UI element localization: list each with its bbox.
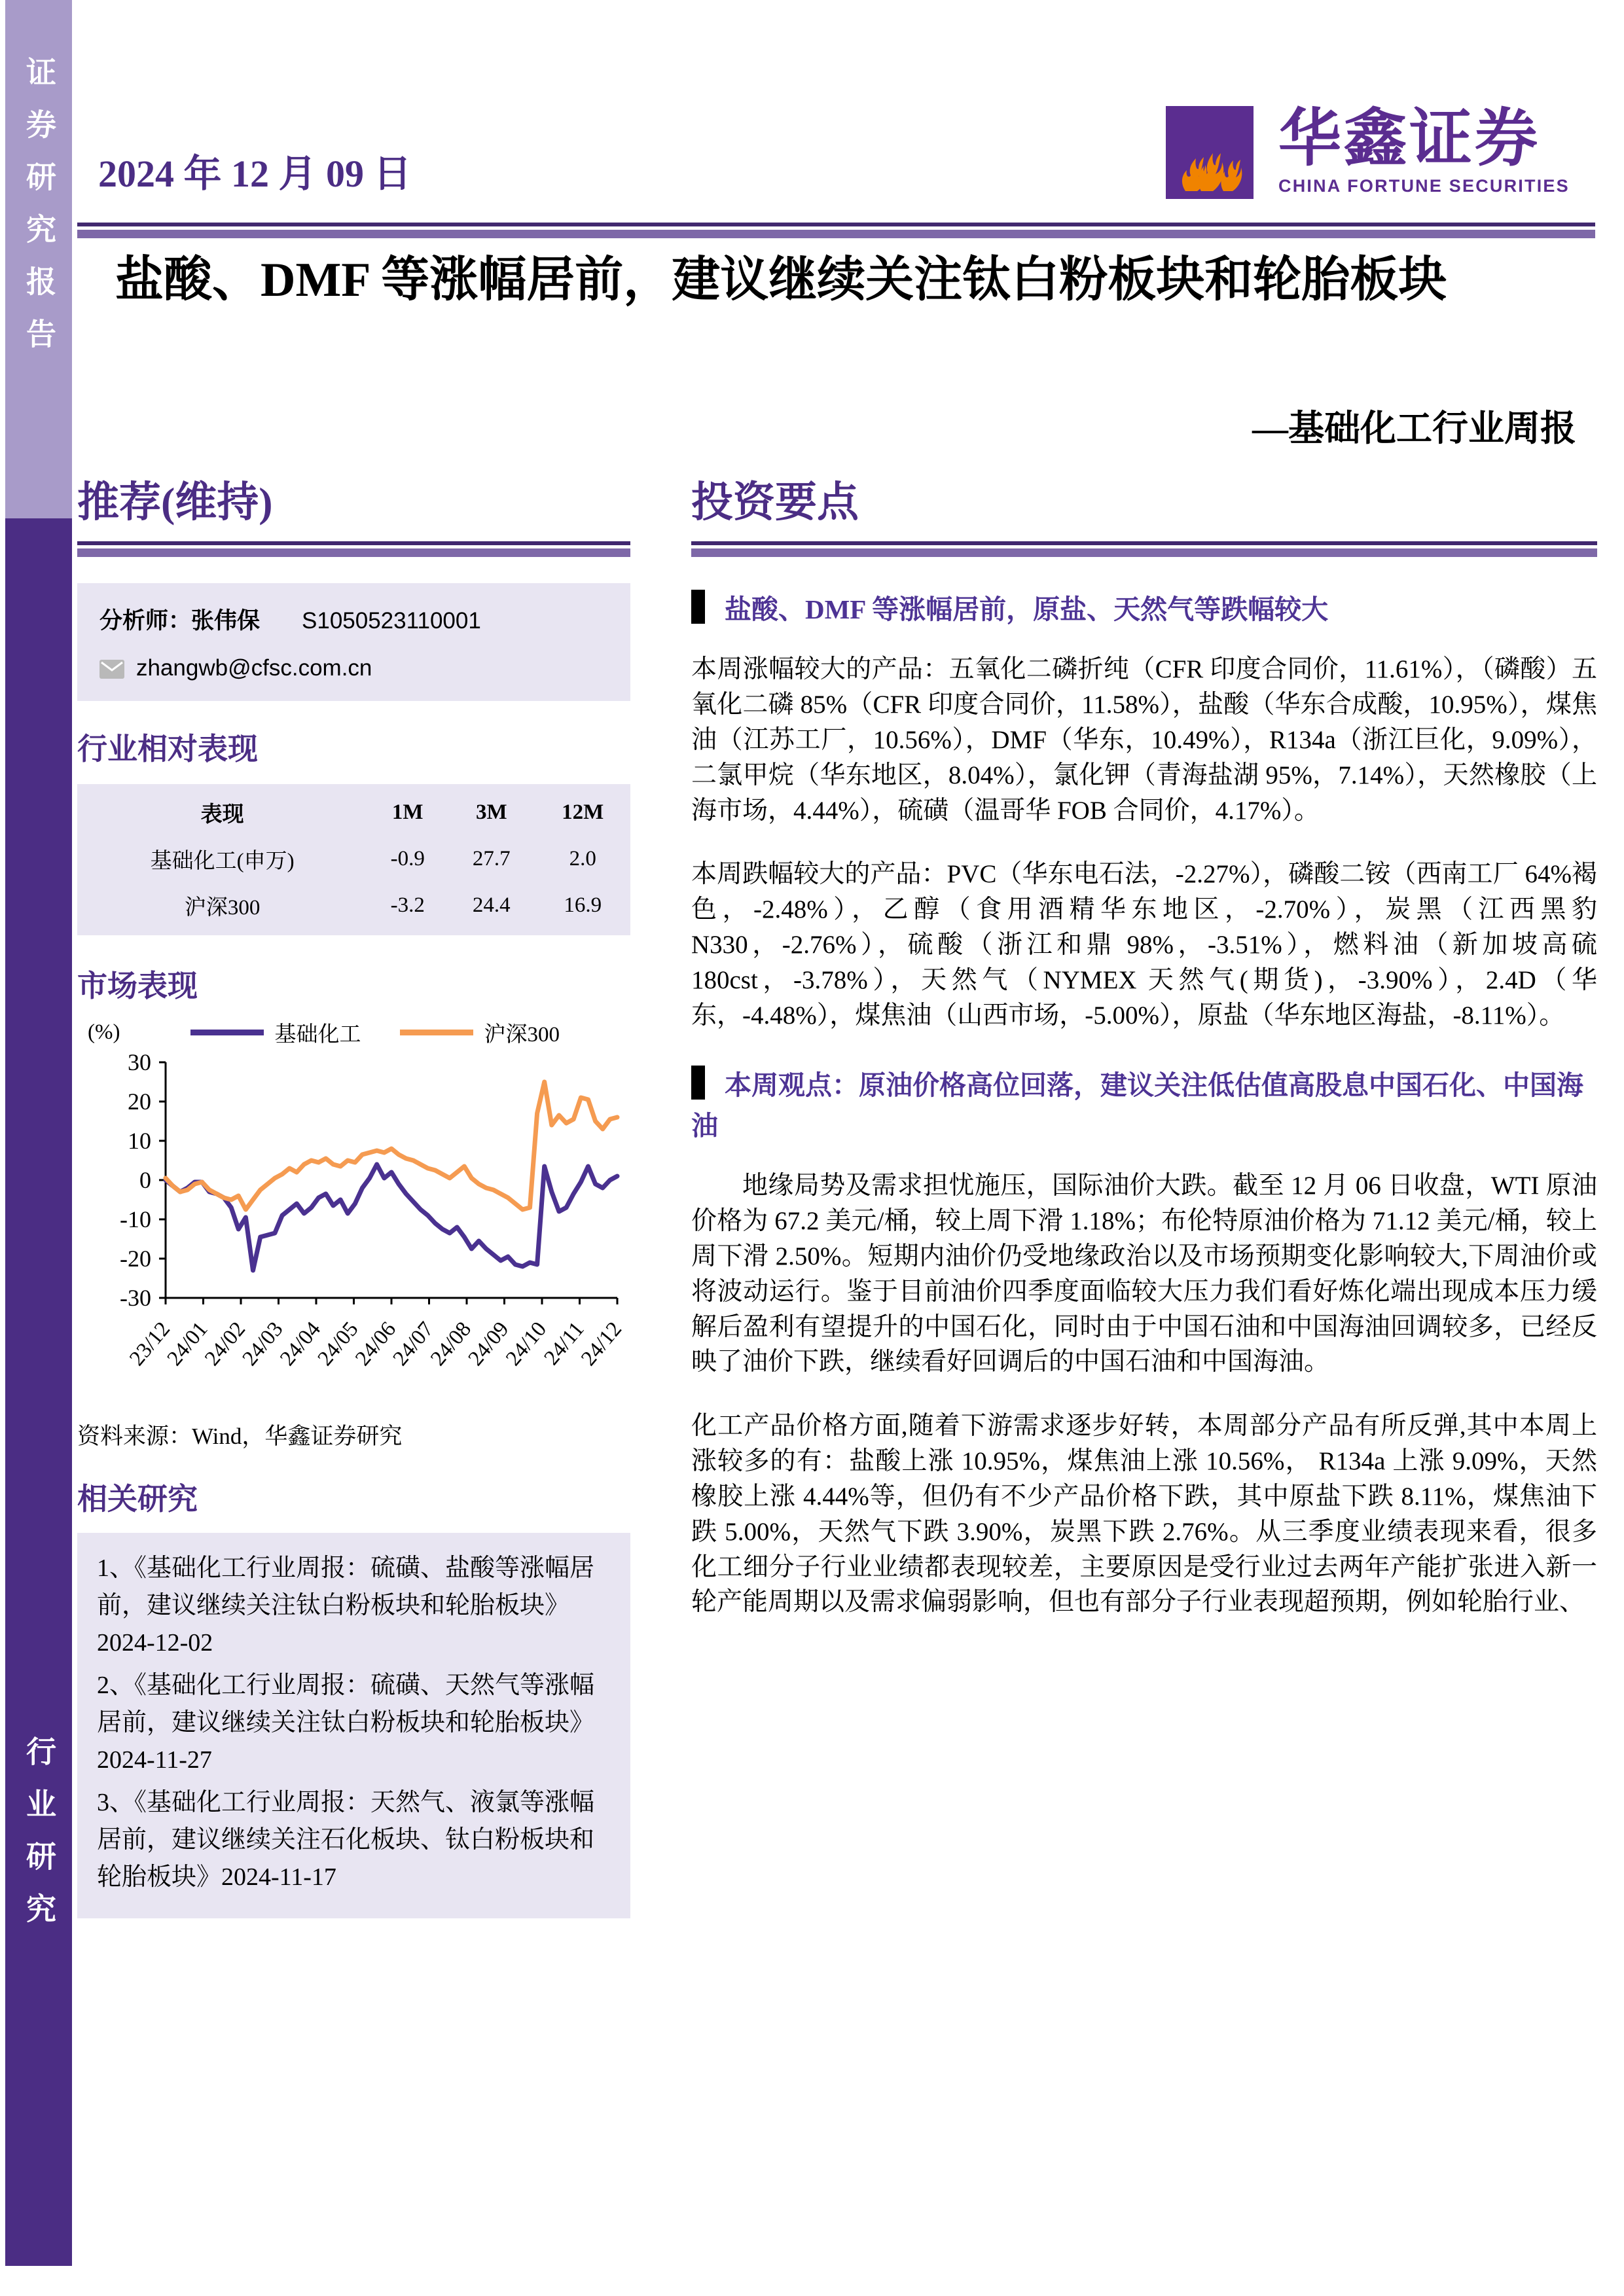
report-title: 盐酸、DMF 等涨幅居前，建议继续关注钛白粉板块和轮胎板块 (115, 253, 1447, 307)
svg-text:24/04: 24/04 (276, 1318, 326, 1371)
svg-text:-10: -10 (120, 1206, 151, 1233)
relative-performance-heading: 行业相对表现 (77, 732, 258, 766)
envelope-icon (99, 658, 124, 677)
section-weekly-view (691, 1066, 1597, 1620)
related-research-heading: 相关研究 (77, 1482, 198, 1516)
svg-text:24/02: 24/02 (200, 1318, 251, 1371)
report-type-label: —基础化工行业周报 (1252, 408, 1576, 448)
section-bullet-bar (691, 1066, 705, 1100)
svg-text:24/03: 24/03 (238, 1318, 288, 1371)
svg-text:24/12: 24/12 (577, 1318, 627, 1371)
legend-item (400, 1017, 560, 1048)
table-cell: 27.7 (472, 846, 511, 870)
section-title (691, 1066, 1597, 1146)
table-header-cell: 表现 (200, 802, 244, 827)
rating-heading: 推荐(维持) (77, 479, 273, 526)
svg-text:24/06: 24/06 (351, 1318, 401, 1371)
table-header-cell: 12M (562, 800, 604, 824)
svg-text:24/01: 24/01 (162, 1318, 213, 1371)
analyst-email-line (99, 655, 608, 681)
analyst-name: 分析师：张伟保 (99, 607, 261, 634)
table-cell: 沪深300 (184, 895, 261, 920)
table-cell: -0.9 (390, 846, 425, 870)
sidebar-band-top (5, 0, 72, 518)
table-cell: -3.2 (390, 893, 425, 917)
sidebar-label-securities-research-report: 证券研究报告 (22, 56, 56, 370)
analyst-line (99, 603, 608, 636)
section-price-movers (691, 590, 1597, 1033)
paragraph: 化工产品价格方面,随着下游需求逐步好转，本周部分产品有所反弹,其中本周上涨较多的有：盐酸上涨 10.95%，煤焦油上涨 10.56%， R134a 上涨 9.09%，天然橡胶上涨 4.44%等，但仍有不少产品价格下跌，其中原盐下跌 8.11%，煤焦油下跌 5.00%，天然气下跌 3.90%，炭黑下跌 2.76%。从三季度业绩表现来看，很多化工细分子行业业绩都表现较差，主要原因是受行业过去两年产能扩张进入新一轮产能周期以及需求偏弱影响，但也有部分子行业表现超预期，例如轮胎行业、 (691, 1412, 1597, 1617)
market-performance-chart (77, 1050, 630, 1417)
paragraph: 本周涨幅较大的产品：五氧化二磷折纯（CFR 印度合同价，11.61%），（磷酸）五氧化二磷 85%（CFR 印度合同价，11.58%），盐酸（华东合成酸，10.95%），煤焦油（江苏工厂，10.56%），DMF（华东，10.49%），R134a（浙江巨化，9.09%），二氯甲烷（华东地区，8.04%），氯化钾（青海盐湖 95%，7.14%），天然橡胶（上海市场，4.44%），硫磺（温哥华 FOB 合同价，4.17%）。 (691, 655, 1597, 825)
related-research-box (77, 1533, 630, 1918)
market-performance-heading: 市场表现 (77, 969, 198, 1003)
chart-unit-label: (%) (88, 1020, 120, 1045)
related-item: 1、《基础化工行业周报：硫磺、盐酸等涨幅居前，建议继续关注钛白粉板块和轮胎板块》2024-12-02 (97, 1554, 595, 1657)
legend-item (190, 1017, 361, 1048)
sidebar-label-industry-research: 行业研究 (22, 1736, 56, 1945)
svg-text:10: 10 (128, 1128, 151, 1155)
table-cell: 16.9 (564, 893, 602, 917)
table-cell: 24.4 (472, 893, 511, 917)
left-column (77, 478, 630, 1918)
key-points-heading: 投资要点 (691, 479, 859, 526)
key-points-divider (691, 541, 1597, 557)
svg-text:23/12: 23/12 (125, 1318, 175, 1371)
paragraph: 地缘局势及需求担忧施压，国际油价大跌。截至 12 月 06 日收盘，WTI 原油价格为 67.2 美元/桶，较上周下滑 1.18%；布伦特原油价格为 71.12 美元/桶，较上周下滑 2.50%。短期内油价仍受地缘政治以及市场预期变化影响较大,下周油价或将波动运行。鉴于目前油价四季度面临较大压力我们看好炼化端出现成本压力缓解后盈利有望提升的中国石化，同时由于中国石油和中国海油回调较多，已经反映了油价下跌，继续看好回调后的中国石油和中国海油。 (691, 1172, 1597, 1376)
related-item: 2、《基础化工行业周报：硫磺、天然气等涨幅居前，建议继续关注钛白粉板块和轮胎板块》2024-11-27 (97, 1672, 595, 1774)
analyst-license-code: S1050523110001 (302, 607, 481, 634)
logo-company-name: 华鑫证券 (1278, 103, 1540, 173)
svg-text:20: 20 (128, 1088, 151, 1115)
svg-text:24/11: 24/11 (539, 1318, 589, 1370)
company-logo (1166, 103, 1570, 199)
legend-swatch-line (190, 1030, 264, 1035)
right-column (691, 478, 1597, 1620)
analyst-box (77, 583, 630, 701)
table-header-cell: 3M (475, 800, 507, 824)
table-row (77, 882, 630, 935)
logo-company-subtitle: CHINA FORTUNE SECURITIES (1278, 175, 1570, 196)
svg-text:-20: -20 (120, 1246, 151, 1272)
table-cell: 2.0 (569, 846, 596, 870)
legend-swatch-line (400, 1030, 473, 1035)
table-header-cell: 1M (391, 800, 424, 824)
svg-text:24/09: 24/09 (463, 1318, 514, 1371)
relative-performance-table (77, 784, 630, 935)
section-title-text: 本周观点：原油价格高位回落，建议关注低估值高股息中国石化、中国海油 (691, 1070, 1583, 1141)
svg-text:24/07: 24/07 (388, 1318, 439, 1371)
svg-text:30: 30 (128, 1050, 151, 1076)
section-title (691, 590, 1597, 630)
chart-source-note: 资料来源：Wind，华鑫证券研究 (77, 1424, 403, 1450)
logo-mark (1166, 106, 1254, 199)
related-item: 3、《基础化工行业周报：天然气、液氯等涨幅居前，建议继续关注石化板块、钛白粉板块和轮胎板块》2024-11-17 (97, 1789, 595, 1892)
chart-legend (77, 1017, 630, 1048)
table-row (77, 836, 630, 882)
section-title-text: 盐酸、DMF 等涨幅居前，原盐、天然气等跌幅较大 (725, 594, 1329, 624)
table-cell: 基础化工(申万) (150, 849, 295, 873)
svg-text:24/05: 24/05 (313, 1318, 363, 1371)
analyst-email: zhangwb@cfsc.com.cn (136, 655, 372, 681)
rating-divider (77, 541, 630, 557)
market-performance-block (77, 968, 630, 1451)
table-header-row (77, 784, 630, 836)
svg-text:24/08: 24/08 (426, 1318, 477, 1371)
svg-text:-30: -30 (120, 1285, 151, 1312)
sidebar-band-bottom (5, 518, 72, 2266)
report-date: 2024 年 12 月 09 日 (98, 152, 412, 195)
logo-text-block (1278, 103, 1570, 196)
svg-text:0: 0 (139, 1167, 151, 1194)
header-divider (77, 223, 1595, 238)
section-bullet-bar (691, 590, 705, 624)
legend-label: 沪深300 (484, 1023, 560, 1047)
paragraph: 本周跌幅较大的产品：PVC（华东电石法，-2.27%），磷酸二铵（西南工厂 64%褐色，-2.48%），乙醇（食用酒精华东地区，-2.70%），炭黑（江西黑豹 N330，-2.76%），硫酸（浙江和鼎 98%，-3.51%），燃料油（新加坡高硫 180cst，-3.78%），天然气（NYMEX 天然气(期货)，-3.90%），2.4D（华东，-4.48%），煤焦油（山西市场，-5.00%），原盐（华东地区海盐，-8.11%）。 (691, 860, 1597, 1030)
legend-label: 基础化工 (274, 1023, 361, 1047)
svg-text:24/10: 24/10 (501, 1318, 552, 1371)
